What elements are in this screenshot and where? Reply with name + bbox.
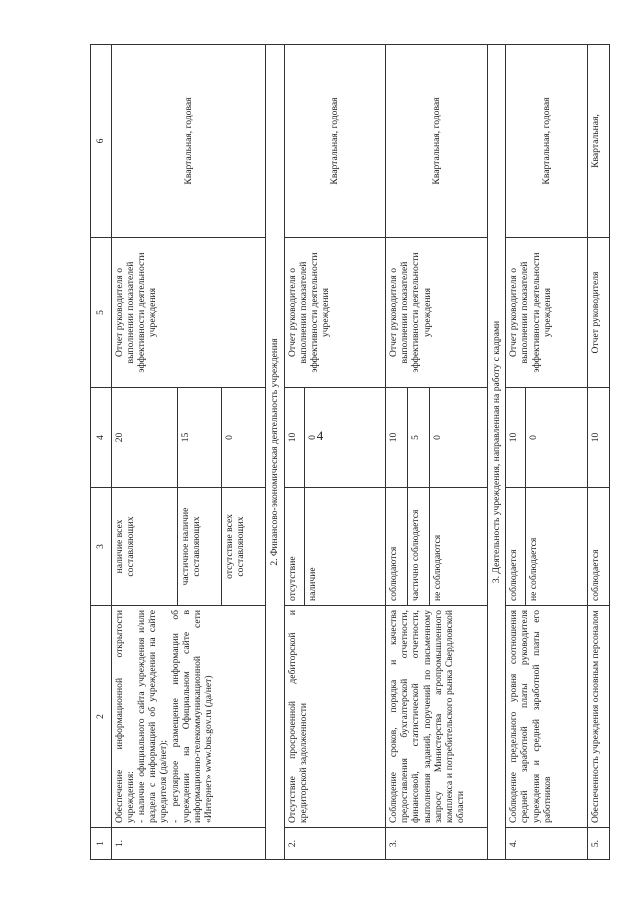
score-cell: 10 — [506, 388, 526, 488]
criterion-cell: соблюдается — [506, 488, 526, 606]
section-row — [487, 45, 506, 860]
report-cell: Отчет руководителя — [587, 238, 609, 388]
header-row — [91, 45, 112, 860]
indicator-cell: Соблюдение сроков, порядка и качества предоставления бухгалтерской отчетности, финансовой, статистической отчетности, выполнения заданий, поручений по письменному запросу Министерства агропромышленного комплекса и потребительского рынка Свердловской области — [386, 606, 487, 828]
period-cell: Квартальная, годовая — [506, 45, 588, 238]
period-cell: Квартальная, — [587, 45, 609, 238]
criterion-cell: отсутствие всех составляющих — [222, 488, 266, 606]
table-row — [506, 45, 526, 860]
indicator-text: - наличие официального сайта учреждения и/или раздела с информацией об учреждении на сайте учредителя (да/нет); — [136, 610, 170, 823]
row-number: 1. — [111, 828, 265, 860]
indicator-cell: Обеспеченность учреждения основным персоналом — [587, 606, 609, 828]
criterion-cell: соблюдаются — [386, 488, 408, 606]
score-cell: 10 — [284, 388, 304, 488]
section-row — [266, 45, 285, 860]
indicator-text: - регулярное размещение информации об учреждении на Официальном сайте в информационно-телекоммуникационной сети «Интернет» www.bus.gov.ru (да/нет) — [169, 610, 214, 823]
table-row — [386, 45, 408, 860]
score-cell: 0 — [304, 388, 386, 488]
indicator-cell: Отсутствие просроченной дебиторской и кредиторской задолженности — [284, 606, 385, 828]
period-cell: Квартальная, годовая — [386, 45, 487, 238]
score-cell: 20 — [111, 388, 177, 488]
score-cell: 10 — [386, 388, 408, 488]
header-cell: 6 — [91, 45, 112, 238]
criterion-cell: не соблюдаются — [430, 488, 487, 606]
section-title: 3. Деятельность учреждения, направленная на работу с кадрами — [487, 45, 506, 860]
criterion-cell: соблюдается — [587, 488, 609, 606]
score-cell: 0 — [222, 388, 266, 488]
score-cell: 15 — [178, 388, 222, 488]
score-cell: 10 — [587, 388, 609, 488]
indicator-cell: Соблюдение предельного уровня соотношения средней заработной платы руководителя учреждения и средней заработной платы его работников — [506, 606, 588, 828]
table-row — [284, 45, 304, 860]
page-number: 4 — [316, 428, 324, 443]
indicator-text: Обеспечение информационной открытости учреждения: — [113, 610, 137, 823]
row-number: 2. — [284, 828, 385, 860]
row-number: 4. — [506, 828, 588, 860]
report-cell: Отчет руководителя о выполнении показателей эффективности деятельности учреждения — [284, 238, 385, 388]
header-cell: 3 — [91, 488, 112, 606]
period-cell: Квартальная, годовая — [111, 45, 265, 238]
score-cell: 5 — [408, 388, 430, 488]
header-cell: 2 — [91, 606, 112, 828]
criterion-cell: отсутствие — [284, 488, 304, 606]
report-cell: Отчет руководителя о выполнении показателей эффективности деятельности учреждения — [386, 238, 487, 388]
row-number: 5. — [587, 828, 609, 860]
criterion-cell: частично соблюдается — [408, 488, 430, 606]
criterion-cell: наличие — [304, 488, 386, 606]
score-cell: 0 — [526, 388, 588, 488]
report-cell: Отчет руководителя о выполнении показателей эффективности деятельности учреждения — [111, 238, 265, 388]
header-cell: 4 — [91, 388, 112, 488]
score-cell: 0 — [430, 388, 487, 488]
header-cell: 5 — [91, 238, 112, 388]
criterion-cell: не соблюдается — [526, 488, 588, 606]
section-title: 2. Финансово-экономическая деятельность учреждения — [266, 45, 285, 860]
table-row — [111, 45, 177, 860]
criteria-table — [90, 44, 610, 860]
criteria-table-sheet — [90, 45, 610, 860]
header-cell: 1 — [91, 828, 112, 860]
report-cell: Отчет руководителя о выполнении показателей эффективности деятельности учреждения — [506, 238, 588, 388]
criterion-cell: частичное наличие составляющих — [178, 488, 222, 606]
period-cell: Квартальная, годовая — [284, 45, 385, 238]
row-number: 3. — [386, 828, 487, 860]
indicator-cell — [111, 606, 265, 828]
criterion-cell: наличие всех составляющих — [111, 488, 177, 606]
table-row — [587, 45, 609, 860]
